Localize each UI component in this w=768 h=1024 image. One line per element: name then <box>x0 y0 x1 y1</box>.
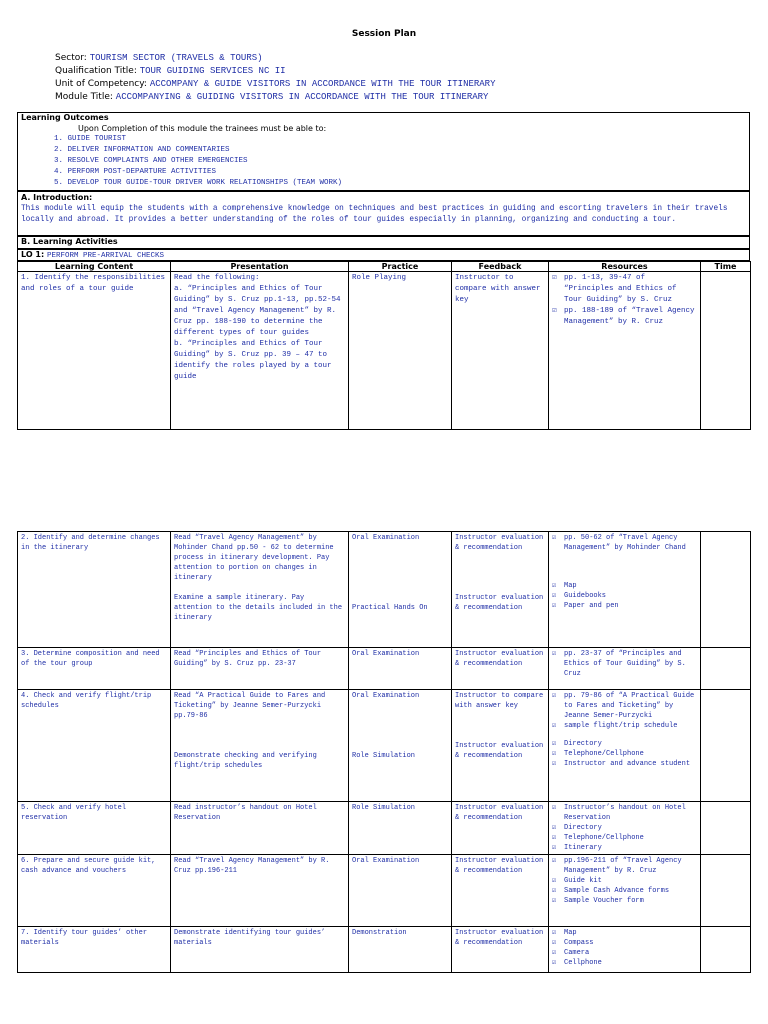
cell-practice <box>349 690 452 802</box>
lo-row <box>21 250 164 260</box>
outcome-item: 4. PERFORM POST-DEPARTURE ACTIVITIES <box>54 168 217 176</box>
cell-resources <box>549 927 701 973</box>
cell-time <box>701 272 751 430</box>
cell-presentation: Read “Principles and Ethics of Tour Guiding” by S. Cruz pp. 23-37 <box>171 648 349 690</box>
resource-item: ☑ Guide kit <box>552 876 697 886</box>
cell-time <box>701 855 751 927</box>
resource-item: ☑ Sample Voucher form <box>552 896 697 906</box>
lo-text: PERFORM PRE-ARRIVAL CHECKS <box>46 252 164 260</box>
cell-feedback: Instructor to compare with answer key <box>452 272 549 430</box>
resource-item: ☑ Instructor and advance student <box>552 759 697 769</box>
session-meta <box>55 52 495 104</box>
cell-content: 3. Determine composition and need of the tour group <box>18 648 171 690</box>
table-row <box>18 927 751 973</box>
activities-table-page2 <box>17 531 751 973</box>
feedback-part: Instructor evaluation & recommendation <box>455 742 544 760</box>
cell-presentation: Demonstrate identifying tour guides’ materials <box>171 927 349 973</box>
cell-resources <box>549 532 701 648</box>
resource-item: ☑ Directory <box>552 823 697 833</box>
col-header-content: Learning Content <box>18 262 171 272</box>
practice-part: Oral Examination <box>352 534 420 542</box>
cell-resources <box>549 648 701 690</box>
activities-table-page1 <box>17 261 751 430</box>
cell-content: 5. Check and verify hotel reservation <box>18 802 171 855</box>
resource-item: ☑ pp.196-211 of “Travel Agency Management” by R. Cruz <box>552 856 697 876</box>
col-header-time: Time <box>701 262 751 272</box>
cell-content: 6. Prepare and secure guide kit, cash advance and vouchers <box>18 855 171 927</box>
cell-practice <box>349 532 452 648</box>
sector-value: TOURISM SECTOR (TRAVELS & TOURS) <box>89 53 263 63</box>
cell-feedback <box>452 690 549 802</box>
resource-item: ☑ Map <box>552 928 697 938</box>
resources-list <box>552 273 697 328</box>
resource-item: ☑ Sample Cash Advance forms <box>552 886 697 896</box>
presentation-b: b. “Principles and Ethics of Tour Guiding” by S. Cruz pp. 39 – 47 to identify the roles played by a tour guide <box>174 340 332 381</box>
cell-resources <box>549 690 701 802</box>
cell-presentation: Read instructor’s handout on Hotel Reservation <box>171 802 349 855</box>
resource-item: ☑ Compass <box>552 938 697 948</box>
presentation-part: Demonstrate checking and verifying flight/trip schedules <box>174 752 317 770</box>
learning-outcomes-list <box>54 134 342 189</box>
presentation-part: Read “Travel Agency Management” by Mohinder Chand pp.50 - 62 to determine process in itinerary development. Pay attention to portion on changes in itinerary <box>174 534 334 582</box>
table-header-row <box>18 262 751 272</box>
unit-value: ACCOMPANY & GUIDE VISITORS IN ACCORDANCE WITH THE TOUR ITINERARY <box>149 79 496 89</box>
resources-list <box>552 533 697 611</box>
sector-label: Sector: <box>55 53 87 63</box>
practice-part: Role Simulation <box>352 752 416 760</box>
cell-practice: Role Playing <box>349 272 452 430</box>
table-row <box>18 648 751 690</box>
sector-row <box>55 52 495 65</box>
module-value: ACCOMPANYING & GUIDING VISITORS IN ACCORDANCE WITH THE TOUR ITINERARY <box>115 92 489 102</box>
feedback-part: Instructor evaluation & recommendation <box>455 594 544 612</box>
col-header-resources: Resources <box>549 262 701 272</box>
table-row <box>18 855 751 927</box>
cell-presentation <box>171 690 349 802</box>
cell-practice: Oral Examination <box>349 648 452 690</box>
resource-item: ☑ Camera <box>552 948 697 958</box>
cell-feedback: Instructor evaluation & recommendation <box>452 648 549 690</box>
outcome-item: 1. GUIDE TOURIST <box>54 135 127 143</box>
resource-item: ☑ Telephone/Cellphone <box>552 749 697 759</box>
resource-item: ☑ Directory <box>552 739 697 749</box>
cell-content: 1. Identify the responsibilities and roles of a tour guide <box>18 272 171 430</box>
resource-item: ☑ pp. 188-189 of “Travel Agency Management” by R. Cruz <box>552 306 697 328</box>
resource-item: ☑ Paper and pen <box>552 601 697 611</box>
qualification-row <box>55 65 495 78</box>
learning-outcomes-intro: Upon Completion of this module the trainees must be able to: <box>78 124 327 133</box>
lo-label: LO 1: <box>21 250 45 259</box>
table-row <box>18 272 751 430</box>
resource-item: ☑ pp. 50-62 of “Travel Agency Management” by Mohinder Chand <box>552 533 697 553</box>
outcome-item: 2. DELIVER INFORMATION AND COMMENTARIES <box>54 146 230 154</box>
unit-row <box>55 78 495 91</box>
resource-item: ☑ pp. 23-37 of “Principles and Ethics of Tour Guiding” by S. Cruz <box>552 649 697 679</box>
cell-resources <box>549 855 701 927</box>
outcome-item: 3. RESOLVE COMPLAINTS AND OTHER EMERGENCIES <box>54 157 248 165</box>
presentation-intro: Read the following: <box>174 274 260 282</box>
introduction-text: This module will equip the students with a comprehensive knowledge on techniques and best practices in guiding and escorting travelers in their travels locally and abroad. It provides a better understanding of the roles of tour guides especially in planning, organizing and conducting a tour. <box>21 205 728 224</box>
cell-feedback: Instructor evaluation & recommendation <box>452 855 549 927</box>
introduction-heading: A. Introduction: <box>21 193 93 202</box>
cell-presentation <box>171 532 349 648</box>
qualification-value: TOUR GUIDING SERVICES NC II <box>139 66 286 76</box>
resources-list <box>552 803 697 853</box>
module-row <box>55 91 495 104</box>
activities-heading-box <box>17 236 750 249</box>
resource-item: ☑ Guidebooks <box>552 591 697 601</box>
resource-item: ☑ Itinerary <box>552 843 697 853</box>
presentation-a: a. “Principles and Ethics of Tour Guiding” by S. Cruz pp.1-13, pp.52-54 and “Travel Agency Management” by R. Cruz pp. 188-190 to determine the different types of tour guides <box>174 285 341 337</box>
qualification-label: Qualification Title: <box>55 66 137 76</box>
presentation-part: Examine a sample itinerary. Pay attention to the details included in the itinerary <box>174 594 343 622</box>
resources-list <box>552 856 697 906</box>
resources-list <box>552 649 697 679</box>
col-header-presentation: Presentation <box>171 262 349 272</box>
resource-item: ☑ Map <box>552 581 697 591</box>
resource-item: ☑ pp. 1-13, 39-47 of “Principles and Ethics of Tour Guiding” by S. Cruz <box>552 273 697 306</box>
resource-item: ☑ sample flight/trip schedule <box>552 721 697 731</box>
cell-content: 7. Identify tour guides’ other materials <box>18 927 171 973</box>
cell-time <box>701 690 751 802</box>
cell-presentation: Read “Travel Agency Management” by R. Cruz pp.196-211 <box>171 855 349 927</box>
practice-part: Oral Examination <box>352 692 420 700</box>
cell-resources <box>549 802 701 855</box>
resource-item: ☑ Cellphone <box>552 958 697 968</box>
cell-resources <box>549 272 701 430</box>
activities-heading: B. Learning Activities <box>21 237 118 246</box>
cell-time <box>701 532 751 648</box>
table-row <box>18 532 751 648</box>
cell-content: 2. Identify and determine changes in the itinerary <box>18 532 171 648</box>
resource-item: ☑ Telephone/Cellphone <box>552 833 697 843</box>
cell-feedback: Instructor evaluation & recommendation <box>452 802 549 855</box>
practice-part: Practical Hands On <box>352 604 428 612</box>
cell-presentation <box>171 272 349 430</box>
cell-content: 4. Check and verify flight/trip schedules <box>18 690 171 802</box>
learning-outcomes-heading: Learning Outcomes <box>21 113 109 122</box>
outcome-item: 5. DEVELOP TOUR GUIDE-TOUR DRIVER WORK RELATIONSHIPS (TEAM WORK) <box>54 179 343 187</box>
module-label: Module Title: <box>55 92 113 102</box>
table-row <box>18 690 751 802</box>
feedback-part: Instructor evaluation & recommendation <box>455 534 544 552</box>
cell-feedback <box>452 532 549 648</box>
resources-list <box>552 691 697 769</box>
spacer <box>174 583 345 593</box>
presentation-part: Read “A Practical Guide to Fares and Ticketing” by Jeanne Semer-Purzycki pp.79-86 <box>174 692 326 720</box>
col-header-feedback: Feedback <box>452 262 549 272</box>
cell-time <box>701 648 751 690</box>
resources-list <box>552 928 697 968</box>
cell-feedback: Instructor evaluation & recommendation <box>452 927 549 973</box>
cell-practice: Oral Examination <box>349 855 452 927</box>
table-row <box>18 802 751 855</box>
cell-practice: Role Simulation <box>349 802 452 855</box>
cell-time <box>701 802 751 855</box>
document-title: Session Plan <box>351 29 417 39</box>
resource-item: ☑ Instructor’s handout on Hotel Reservation <box>552 803 697 823</box>
resource-item: ☑ pp. 79-86 of “A Practical Guide to Fares and Ticketing” by Jeanne Semer-Purzycki <box>552 691 697 721</box>
feedback-part: Instructor to compare with answer key <box>455 692 544 710</box>
cell-practice: Demonstration <box>349 927 452 973</box>
cell-time <box>701 927 751 973</box>
unit-label: Unit of Competency: <box>55 79 147 89</box>
col-header-practice: Practice <box>349 262 452 272</box>
